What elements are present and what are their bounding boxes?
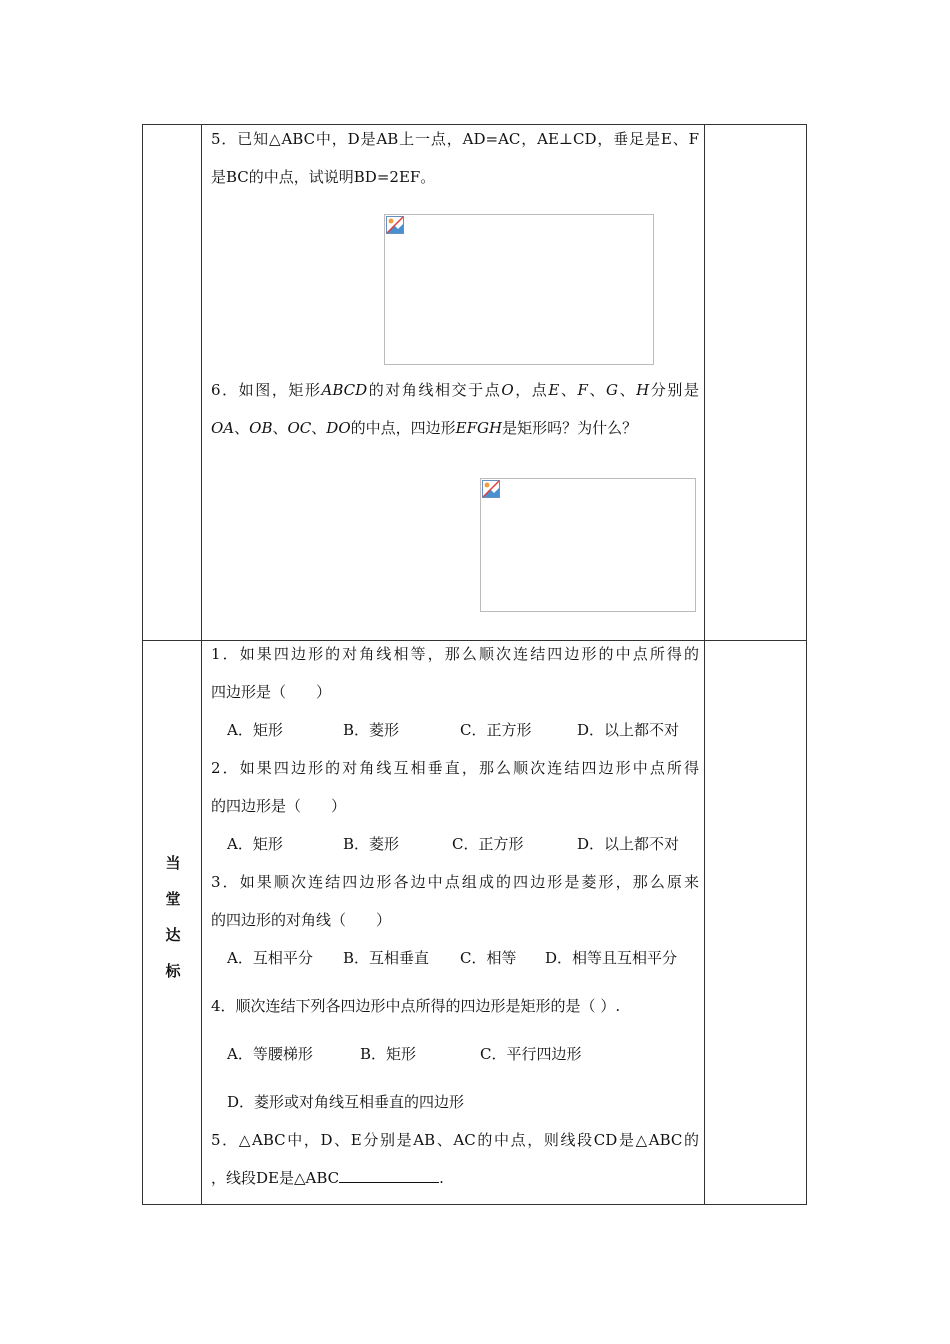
q5-line2-end: . [439, 1169, 444, 1187]
q2-line1: 2．如果四边形的对角线互相垂直，那么顺次连结四边形中点所得 [211, 759, 699, 777]
q5-line2 [203, 1159, 705, 1197]
q2-line2: 的四边形是（ ） [211, 797, 347, 815]
q2-option-b: B．菱形 [343, 835, 400, 853]
q6-text-part: ，点 [513, 381, 549, 399]
q3-line1: 3．如果顺次连结四边形各边中点组成的四边形是菱形，那么原来 [211, 873, 699, 891]
q6-oa: OA [211, 419, 235, 437]
section-label-dangtang-dabiao [143, 845, 203, 989]
q3-option-d: D．相等且互相平分 [545, 949, 678, 967]
q6-text-part: 是矩形吗？为什么？ [502, 419, 638, 437]
q1-line1: 1．如果四边形的对角线相等，那么顺次连结四边形的中点所得的 [211, 645, 699, 663]
q4-option-c: C．平行四边形 [480, 1045, 582, 1063]
lower-content-cell [203, 640, 705, 1206]
q6-sep: 、 [311, 419, 327, 437]
q6-efgh: EFGH [455, 419, 503, 437]
q6-text-part: 6．如图，矩形 [211, 381, 322, 399]
q6-e: E [548, 381, 560, 399]
side-label-char: 达 [165, 926, 181, 944]
q6-abcd: ABCD [321, 381, 368, 399]
q4-option-b: B．矩形 [360, 1045, 417, 1063]
q5-line1: 5．△ABC中，D、E分别是AB、AC的中点，则线段CD是△ABC的 [211, 1131, 699, 1149]
q5-line2: 是BC的中点，试说明BD=2EF。 [211, 168, 436, 186]
q6-text [203, 371, 705, 447]
q6-line1 [203, 371, 705, 409]
broken-image-icon [386, 216, 404, 234]
figure-q5 [384, 214, 654, 365]
q6-ob: OB [249, 419, 273, 437]
q4-option-d: D．菱形或对角线互相垂直的四边形 [227, 1093, 465, 1111]
q6-sep: 、 [618, 381, 637, 399]
q6-h: H [636, 381, 650, 399]
q2-option-c: C．正方形 [452, 835, 524, 853]
side-label-char: 标 [165, 962, 181, 980]
q2-option-a: A．矩形 [227, 835, 283, 853]
q6-sep: 、 [272, 419, 288, 437]
q6-text-part: 的中点，四边形 [350, 419, 456, 437]
q6-o: O [501, 381, 514, 399]
answer-blank[interactable] [339, 1164, 439, 1183]
q6-g: G [606, 381, 618, 399]
q1-option-c: C．正方形 [460, 721, 532, 739]
q3-option-a: A．互相平分 [227, 949, 313, 967]
q3-option-c: C．相等 [460, 949, 517, 967]
q6-sep: 、 [559, 381, 578, 399]
q4-option-a: A．等腰梯形 [227, 1045, 313, 1063]
q5-line1: 5．已知△ABC中，D是AB上一点，AD=AC，AE⊥CD，垂足是E、F [211, 130, 699, 148]
column-divider-left [201, 125, 202, 1204]
worksheet-table [142, 124, 807, 1205]
broken-image-icon [482, 480, 500, 498]
q3-line2: 的四边形的对角线（ ） [211, 911, 392, 929]
q6-text-part: 的对角线相交于点 [367, 381, 502, 399]
q6-oc: OC [287, 419, 312, 437]
q6-sep: 、 [234, 419, 250, 437]
q1-line2: 四边形是（ ） [211, 683, 332, 701]
q4-line1: 4．顺次连结下列各四边形中点所得的四边形是矩形的是（ ）. [211, 997, 621, 1015]
q1-option-a: A．矩形 [227, 721, 283, 739]
q6-do: DO [326, 419, 351, 437]
side-label-char: 当 [165, 854, 181, 872]
q1-option-d: D．以上都不对 [577, 721, 680, 739]
q6-text-part: 分别是 [649, 381, 699, 399]
side-label-char: 堂 [165, 890, 181, 908]
q6-line2 [203, 409, 705, 447]
q2-option-d: D．以上都不对 [577, 835, 680, 853]
q3-options [203, 939, 705, 977]
q6-sep: 、 [587, 381, 607, 399]
q1-option-b: B．菱形 [343, 721, 400, 739]
q4-options [203, 1035, 705, 1073]
q2-options [203, 825, 705, 863]
upper-content-cell [203, 125, 705, 640]
q5-line2-text: ，线段DE是△ABC [211, 1169, 340, 1187]
q3-option-b: B．互相垂直 [343, 949, 430, 967]
q1-options [203, 711, 705, 749]
q6-f: F [577, 381, 588, 399]
figure-q6 [480, 478, 696, 612]
